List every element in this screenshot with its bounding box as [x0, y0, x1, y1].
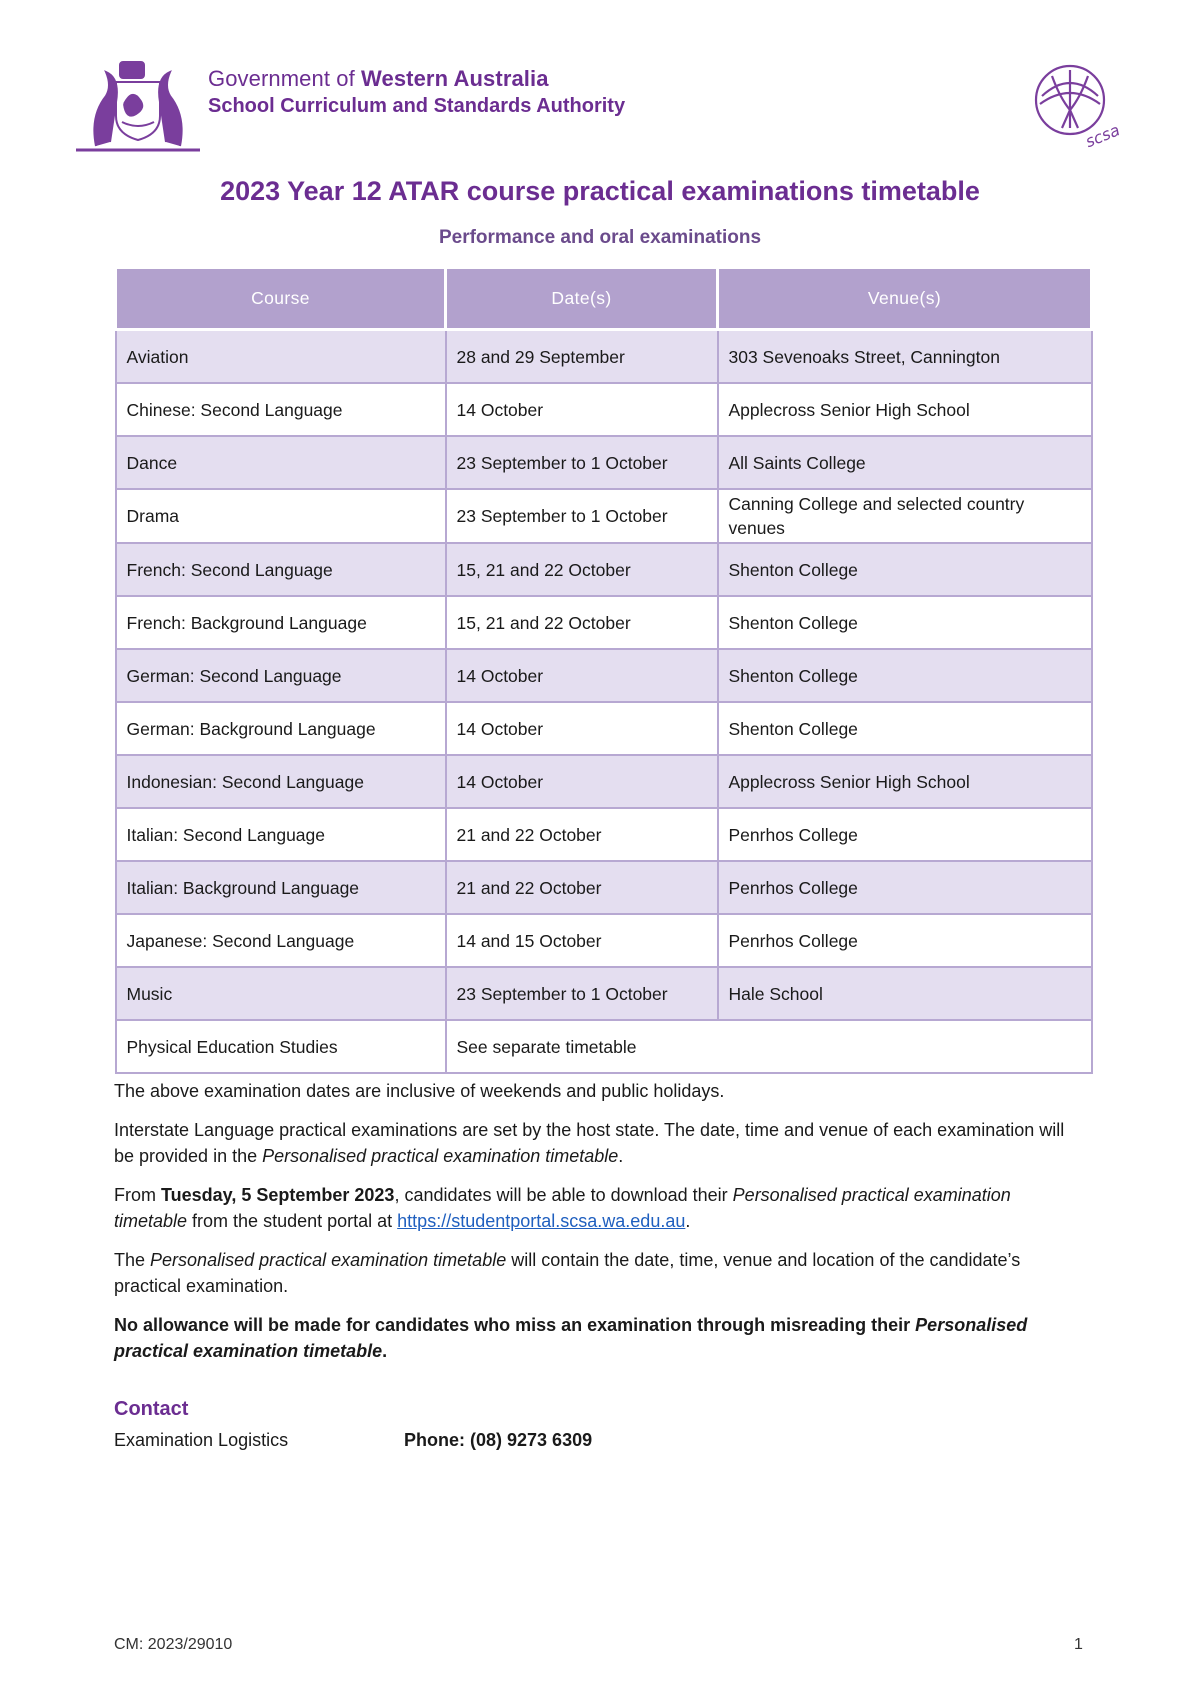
student-portal-link[interactable]: https://studentportal.scsa.wa.edu.au [397, 1211, 686, 1231]
authority-title: School Curriculum and Standards Authority [208, 95, 626, 117]
table-row [116, 383, 1092, 436]
page-title: 2023 Year 12 ATAR course practical examinations timetable [220, 176, 980, 206]
table-row [116, 489, 1092, 543]
venue-cell: Canning College and selected country venues [718, 489, 1092, 543]
contact-name: Examination Logistics [114, 1430, 289, 1450]
course-cell: Drama [116, 489, 446, 543]
column-header-course: Course [116, 268, 446, 330]
dates-cell: 23 September to 1 October [446, 489, 718, 543]
dates-cell: 14 October [446, 649, 718, 702]
dates-cell: 14 October [446, 755, 718, 808]
contact-phone: Phone: (08) 9273 6309 [404, 1430, 593, 1450]
course-cell: German: Second Language [116, 649, 446, 702]
note-paragraph: From Tuesday, 5 September 2023, candidates will be able to download their Personalised practical examination timetable from the student portal at https://studentportal.scsa.wa.edu.au. [114, 1185, 1011, 1231]
dates-cell: 21 and 22 October [446, 808, 718, 861]
page-subtitle: Performance and oral examinations [438, 227, 762, 248]
course-cell: French: Second Language [116, 543, 446, 596]
table-header-row [116, 268, 1092, 330]
venue-cell: Penrhos College [718, 914, 1092, 967]
table-row [116, 967, 1092, 1020]
venue-cell: All Saints College [718, 436, 1092, 489]
course-cell: German: Background Language [116, 702, 446, 755]
course-cell: Aviation [116, 330, 446, 384]
dates-cell: 21 and 22 October [446, 861, 718, 914]
page-number: 1 [1074, 1636, 1083, 1653]
table-row [116, 436, 1092, 489]
dates-cell: See separate timetable [446, 1020, 1092, 1073]
wa-coat-of-arms-icon [76, 56, 200, 154]
course-cell: Italian: Second Language [116, 808, 446, 861]
dates-cell: 23 September to 1 October [446, 436, 718, 489]
government-branding [208, 66, 625, 118]
dates-cell: 14 October [446, 702, 718, 755]
page-header [76, 54, 1126, 154]
venue-cell: Shenton College [718, 649, 1092, 702]
course-cell: Japanese: Second Language [116, 914, 446, 967]
course-cell: Italian: Background Language [116, 861, 446, 914]
course-cell: French: Background Language [116, 596, 446, 649]
warning-paragraph: No allowance will be made for candidates who miss an examination through misreading their Personalised practical examination timetable. [114, 1315, 1028, 1361]
note-paragraph: The above examination dates are inclusive of weekends and public holidays. [114, 1081, 725, 1101]
contact-details [114, 1430, 592, 1451]
table-row [116, 596, 1092, 649]
course-cell: Indonesian: Second Language [116, 755, 446, 808]
table-row [116, 330, 1092, 384]
table-row [116, 543, 1092, 596]
venue-cell: Penrhos College [718, 808, 1092, 861]
table-row [116, 755, 1092, 808]
notes-section [114, 1078, 1074, 1377]
dates-cell: 15, 21 and 22 October [446, 543, 718, 596]
dates-cell: 15, 21 and 22 October [446, 596, 718, 649]
table-row [116, 861, 1092, 914]
scsa-logo-icon [1026, 62, 1126, 152]
course-cell: Physical Education Studies [116, 1020, 446, 1073]
table-row [116, 914, 1092, 967]
dates-cell: 23 September to 1 October [446, 967, 718, 1020]
column-header-venues: Venue(s) [718, 268, 1092, 330]
government-title: Government of Western Australia [208, 66, 549, 91]
table-row [116, 1020, 1092, 1073]
venue-cell: 303 Sevenoaks Street, Cannington [718, 330, 1092, 384]
course-cell: Dance [116, 436, 446, 489]
table-row [116, 702, 1092, 755]
venue-cell: Shenton College [718, 596, 1092, 649]
course-cell: Music [116, 967, 446, 1020]
dates-cell: 14 October [446, 383, 718, 436]
contact-heading: Contact [114, 1398, 189, 1420]
venue-cell: Shenton College [718, 543, 1092, 596]
note-paragraph: Interstate Language practical examinations are set by the host state. The date, time and venue of each examination will be provided in the Personalised practical examination timetable. [114, 1120, 1065, 1166]
venue-cell: Applecross Senior High School [718, 755, 1092, 808]
venue-cell: Penrhos College [718, 861, 1092, 914]
course-cell: Chinese: Second Language [116, 383, 446, 436]
table-row [116, 649, 1092, 702]
document-reference: CM: 2023/29010 [114, 1636, 233, 1653]
venue-cell: Shenton College [718, 702, 1092, 755]
venue-cell: Applecross Senior High School [718, 383, 1092, 436]
note-paragraph: The Personalised practical examination timetable will contain the date, time, venue and location of the candidate’s practical examination. [114, 1250, 1021, 1296]
table-row [116, 808, 1092, 861]
svg-text:scsa: scsa [1082, 120, 1123, 152]
dates-cell: 28 and 29 September [446, 330, 718, 384]
dates-cell: 14 and 15 October [446, 914, 718, 967]
column-header-dates: Date(s) [446, 268, 718, 330]
examinations-timetable [114, 266, 1093, 1074]
venue-cell: Hale School [718, 967, 1092, 1020]
